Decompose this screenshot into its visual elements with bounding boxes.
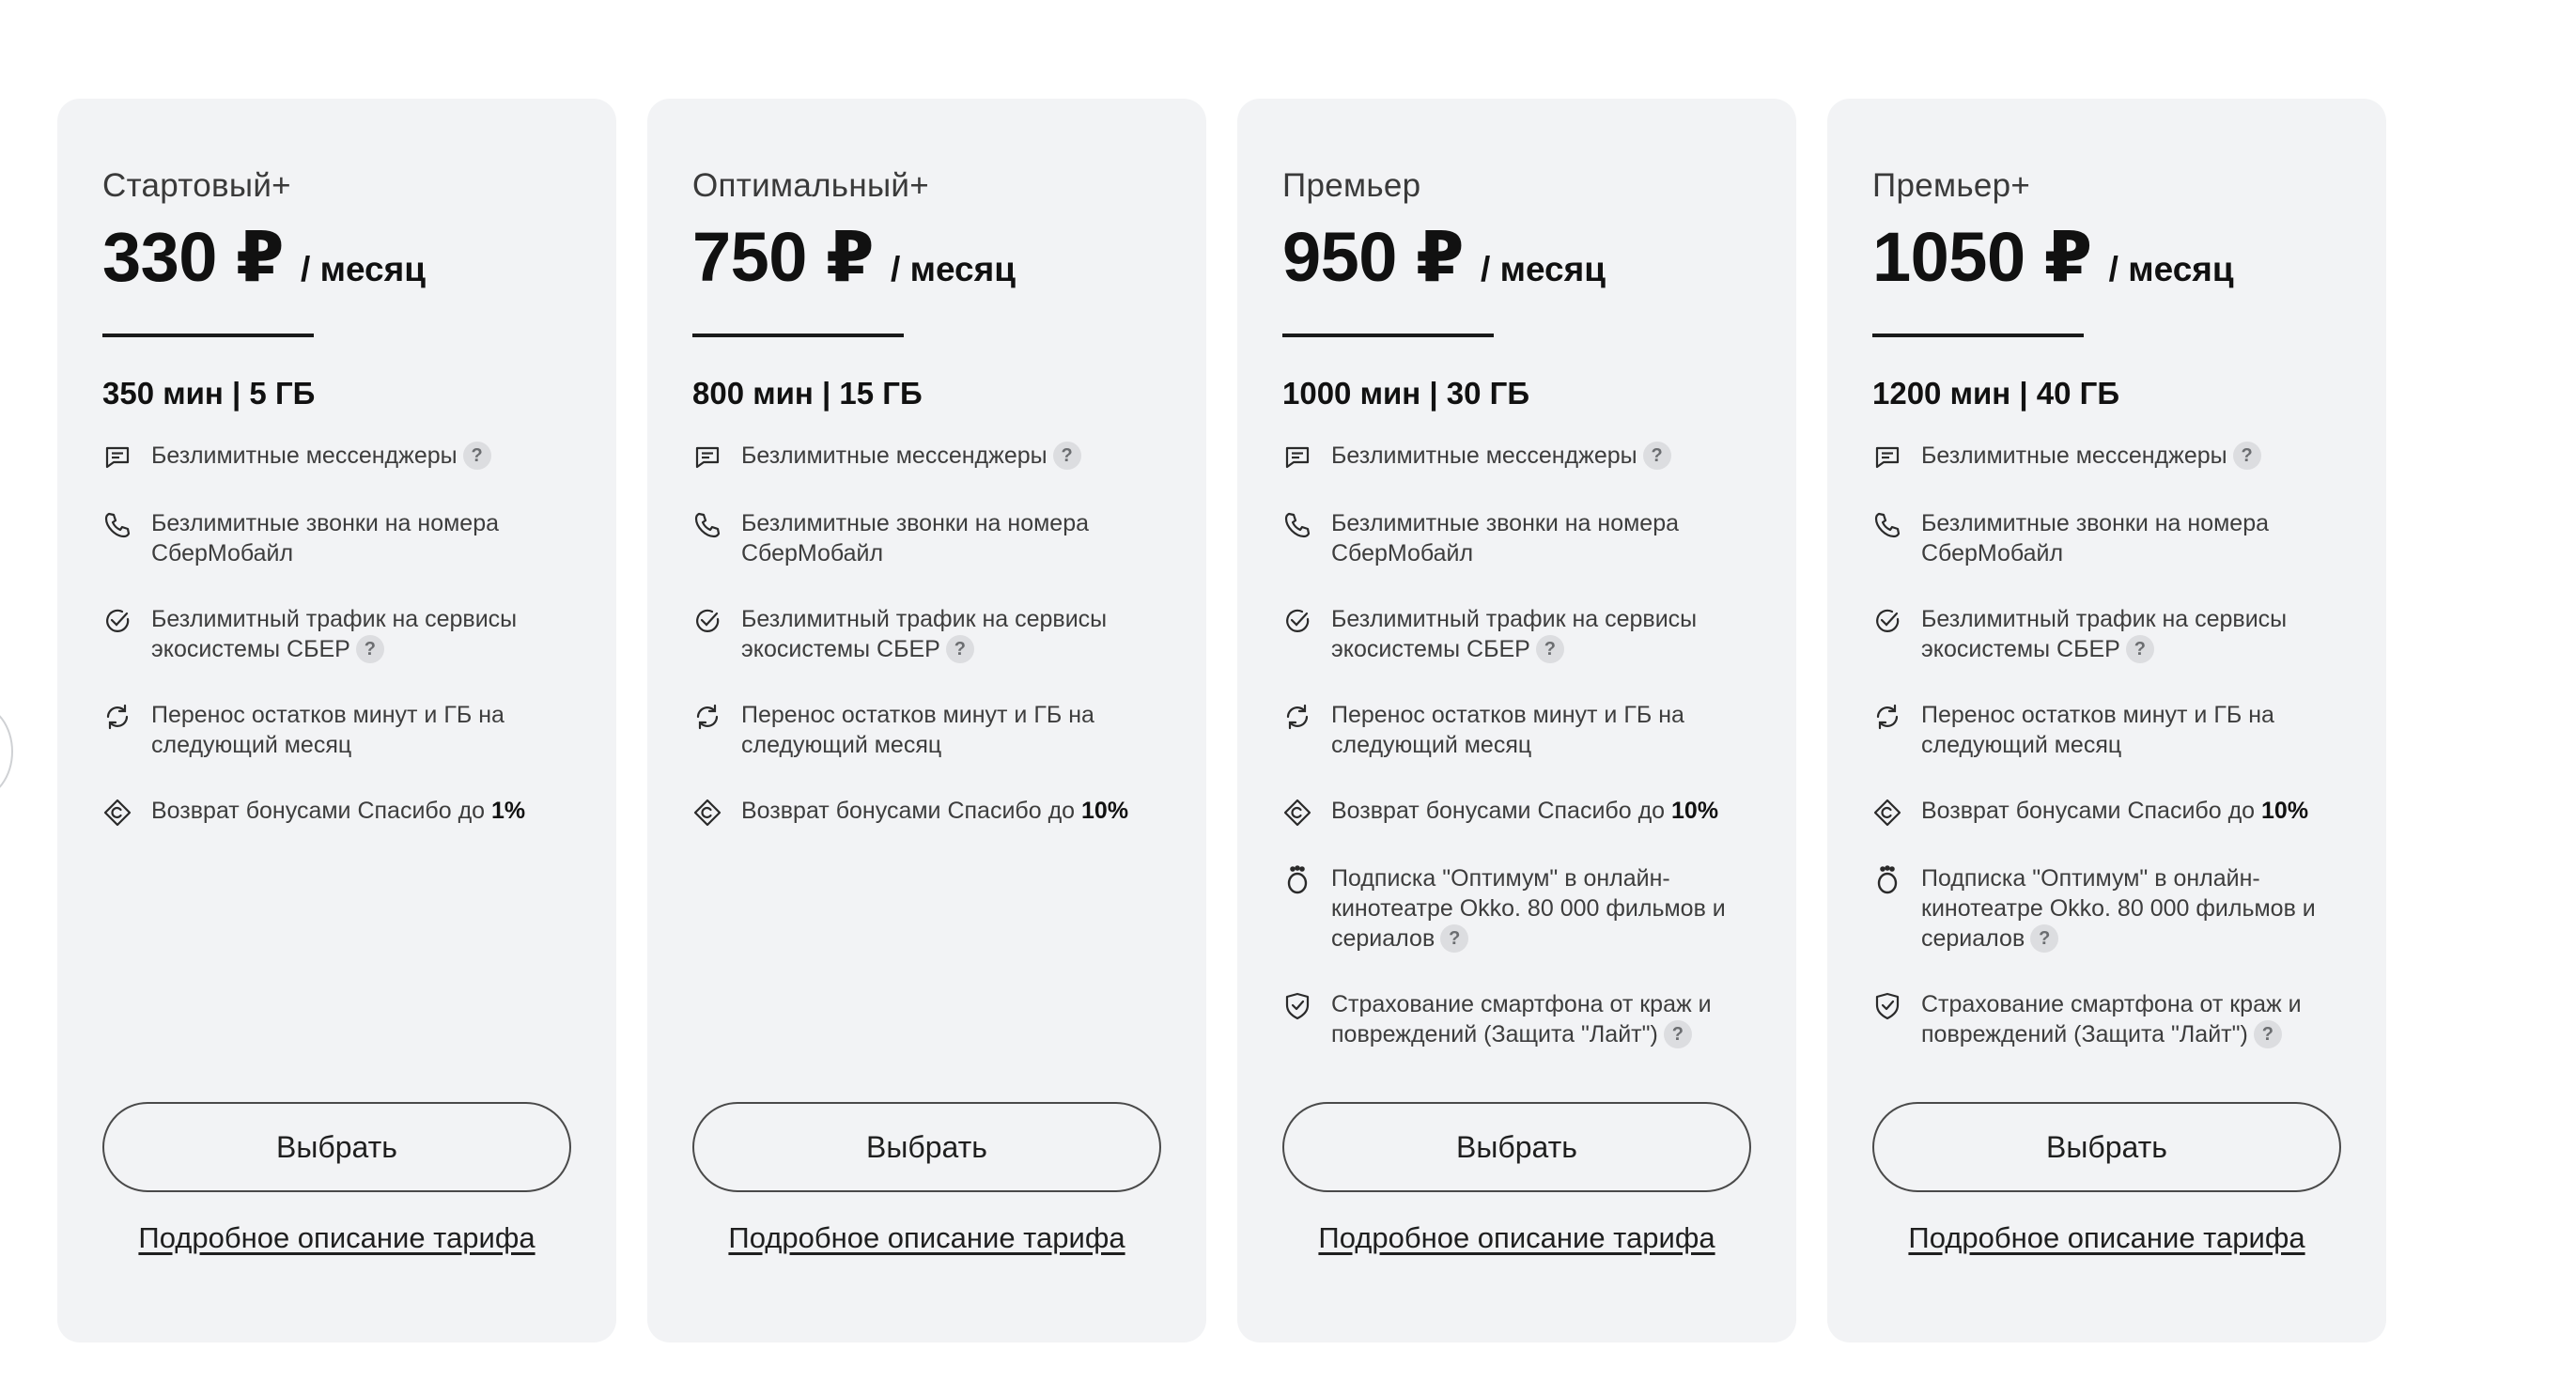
bonus-icon — [1282, 798, 1312, 828]
feature-item — [692, 604, 1161, 664]
phone-icon — [1872, 510, 1902, 540]
divider — [102, 334, 314, 337]
help-icon[interactable]: ? — [946, 635, 974, 663]
help-icon[interactable]: ? — [356, 635, 384, 663]
chat-icon — [102, 442, 132, 473]
feature-text: Возврат бонусами Спасибо до 10% — [1921, 798, 2309, 824]
divider — [1872, 334, 2084, 337]
feature-text: Безлимитные мессенджеры ? — [151, 441, 491, 471]
check-circle-icon — [1282, 606, 1312, 636]
help-icon[interactable]: ? — [1536, 635, 1564, 663]
refresh-icon — [1872, 702, 1902, 732]
feature-text: Возврат бонусами Спасибо до 1% — [151, 798, 526, 824]
feature-item — [692, 508, 1161, 568]
tariff-cards — [57, 99, 2386, 1342]
select-button[interactable]: Выбрать — [1872, 1102, 2341, 1192]
price-row — [1282, 217, 1751, 302]
divider — [692, 334, 904, 337]
feature-text: Подписка "Оптимум" в онлайн-кинотеатре Okko. 80 000 фильмов и сериалов ? — [1921, 865, 2316, 952]
tariff-details-link[interactable]: Подробное описание тарифа — [1908, 1221, 2305, 1254]
refresh-icon — [692, 702, 722, 732]
feature-item — [102, 441, 571, 473]
feature-text: Безлимитные мессенджеры ? — [1921, 441, 2261, 471]
feature-text: Безлимитные звонки на номера СберМобайл — [151, 510, 500, 566]
feature-text: Страхование смартфона от краж и повреждений (Защита "Лайт") ? — [1331, 991, 1712, 1047]
feature-item — [102, 508, 571, 568]
okko-icon — [1282, 865, 1312, 895]
tariff-card — [1827, 99, 2386, 1342]
shield-icon — [1282, 991, 1312, 1021]
select-button[interactable]: Выбрать — [692, 1102, 1161, 1192]
price-period: / месяц — [2108, 250, 2234, 288]
feature-item — [102, 796, 571, 828]
help-icon[interactable]: ? — [1053, 442, 1081, 470]
help-icon[interactable]: ? — [2233, 442, 2261, 470]
help-icon[interactable]: ? — [1664, 1020, 1692, 1048]
select-button[interactable]: Выбрать — [102, 1102, 571, 1192]
help-icon[interactable]: ? — [2254, 1020, 2282, 1048]
tariff-volume: 800 мин | 15 ГБ — [692, 376, 923, 411]
feature-text: Возврат бонусами Спасибо до 10% — [1331, 798, 1719, 824]
chat-icon — [1282, 442, 1312, 473]
divider — [1282, 334, 1494, 337]
price-row — [692, 217, 1161, 302]
price-row — [102, 217, 571, 302]
feature-text: Перенос остатков минут и ГБ на следующий месяц — [741, 702, 1094, 758]
tariff-name: Оптимальный+ — [692, 167, 930, 204]
tariff-name: Премьер+ — [1872, 167, 2031, 204]
help-icon[interactable]: ? — [463, 442, 491, 470]
bonus-icon — [692, 798, 722, 828]
okko-icon — [1872, 865, 1902, 895]
feature-list — [1872, 441, 2341, 1049]
feature-item — [1872, 796, 2341, 828]
tariff-name: Стартовый+ — [102, 167, 291, 204]
feature-list — [102, 441, 571, 828]
feature-text: Перенос остатков минут и ГБ на следующий месяц — [1331, 702, 1684, 758]
check-circle-icon — [692, 606, 722, 636]
chat-icon — [1872, 442, 1902, 473]
price-row — [1872, 217, 2341, 302]
feature-item — [1872, 863, 2341, 954]
feature-text: Безлимитные мессенджеры ? — [741, 441, 1081, 471]
feature-text: Безлимитные звонки на номера СберМобайл — [741, 510, 1090, 566]
tariff-price: 950 ₽ — [1282, 218, 1465, 296]
check-circle-icon — [1872, 606, 1902, 636]
price-period: / месяц — [301, 250, 426, 288]
phone-icon — [692, 510, 722, 540]
feature-list — [1282, 441, 1751, 1049]
tariff-name: Премьер — [1282, 167, 1421, 204]
feature-item — [102, 700, 571, 760]
tariff-volume: 350 мин | 5 ГБ — [102, 376, 316, 411]
feature-item — [1282, 441, 1751, 473]
tariff-price: 1050 ₽ — [1872, 218, 2092, 296]
tariff-details-link[interactable]: Подробное описание тарифа — [728, 1221, 1125, 1254]
bonus-icon — [102, 798, 132, 828]
feature-text: Безлимитный трафик на сервисы экосистемы СБЕР ? — [151, 606, 518, 662]
feature-text: Безлимитные звонки на номера СберМобайл — [1921, 510, 2270, 566]
feature-item — [102, 604, 571, 664]
shield-icon — [1872, 991, 1902, 1021]
feature-item — [1282, 604, 1751, 664]
tariff-volume: 1200 мин | 40 ГБ — [1872, 376, 2120, 411]
feature-item — [1282, 508, 1751, 568]
feature-text: Возврат бонусами Спасибо до 10% — [741, 798, 1129, 824]
tariff-price: 330 ₽ — [102, 218, 285, 296]
phone-icon — [102, 510, 132, 540]
feature-item — [1282, 700, 1751, 760]
feature-item — [692, 441, 1161, 473]
help-icon[interactable]: ? — [2126, 635, 2154, 663]
price-period: / месяц — [891, 250, 1016, 288]
feature-text: Страхование смартфона от краж и повреждений (Защита "Лайт") ? — [1921, 991, 2302, 1047]
feature-item — [1282, 796, 1751, 828]
feature-item — [1872, 441, 2341, 473]
phone-icon — [1282, 510, 1312, 540]
help-icon[interactable]: ? — [2030, 924, 2058, 953]
tariff-details-link[interactable]: Подробное описание тарифа — [138, 1221, 535, 1254]
feature-text: Безлимитный трафик на сервисы экосистемы СБЕР ? — [741, 606, 1108, 662]
help-icon[interactable]: ? — [1643, 442, 1671, 470]
feature-list — [692, 441, 1161, 828]
feature-text: Перенос остатков минут и ГБ на следующий месяц — [1921, 702, 2274, 758]
feature-item — [1872, 508, 2341, 568]
feature-item — [1282, 989, 1751, 1049]
tariff-card — [57, 99, 616, 1342]
tariff-details-link[interactable]: Подробное описание тарифа — [1318, 1221, 1715, 1254]
check-circle-icon — [102, 606, 132, 636]
refresh-icon — [1282, 702, 1312, 732]
tariff-volume: 1000 мин | 30 ГБ — [1282, 376, 1530, 411]
select-button[interactable]: Выбрать — [1282, 1102, 1751, 1192]
feature-text: Перенос остатков минут и ГБ на следующий месяц — [151, 702, 504, 758]
price-period: / месяц — [1481, 250, 1606, 288]
refresh-icon — [102, 702, 132, 732]
feature-item — [1282, 863, 1751, 954]
feature-text: Безлимитный трафик на сервисы экосистемы СБЕР ? — [1331, 606, 1698, 662]
bonus-icon — [1872, 798, 1902, 828]
tariff-card — [647, 99, 1206, 1342]
feature-text: Безлимитные мессенджеры ? — [1331, 441, 1671, 471]
tariff-card — [1237, 99, 1796, 1342]
feature-item — [1872, 604, 2341, 664]
tariff-price: 750 ₽ — [692, 218, 875, 296]
chat-icon — [692, 442, 722, 473]
feature-text: Безлимитные звонки на номера СберМобайл — [1331, 510, 1680, 566]
feature-text: Подписка "Оптимум" в онлайн-кинотеатре Okko. 80 000 фильмов и сериалов ? — [1331, 865, 1726, 952]
carousel-prev-button[interactable] — [0, 705, 13, 799]
feature-item — [692, 700, 1161, 760]
feature-text: Безлимитный трафик на сервисы экосистемы СБЕР ? — [1921, 606, 2288, 662]
feature-item — [692, 796, 1161, 828]
feature-item — [1872, 700, 2341, 760]
help-icon[interactable]: ? — [1440, 924, 1468, 953]
feature-item — [1872, 989, 2341, 1049]
